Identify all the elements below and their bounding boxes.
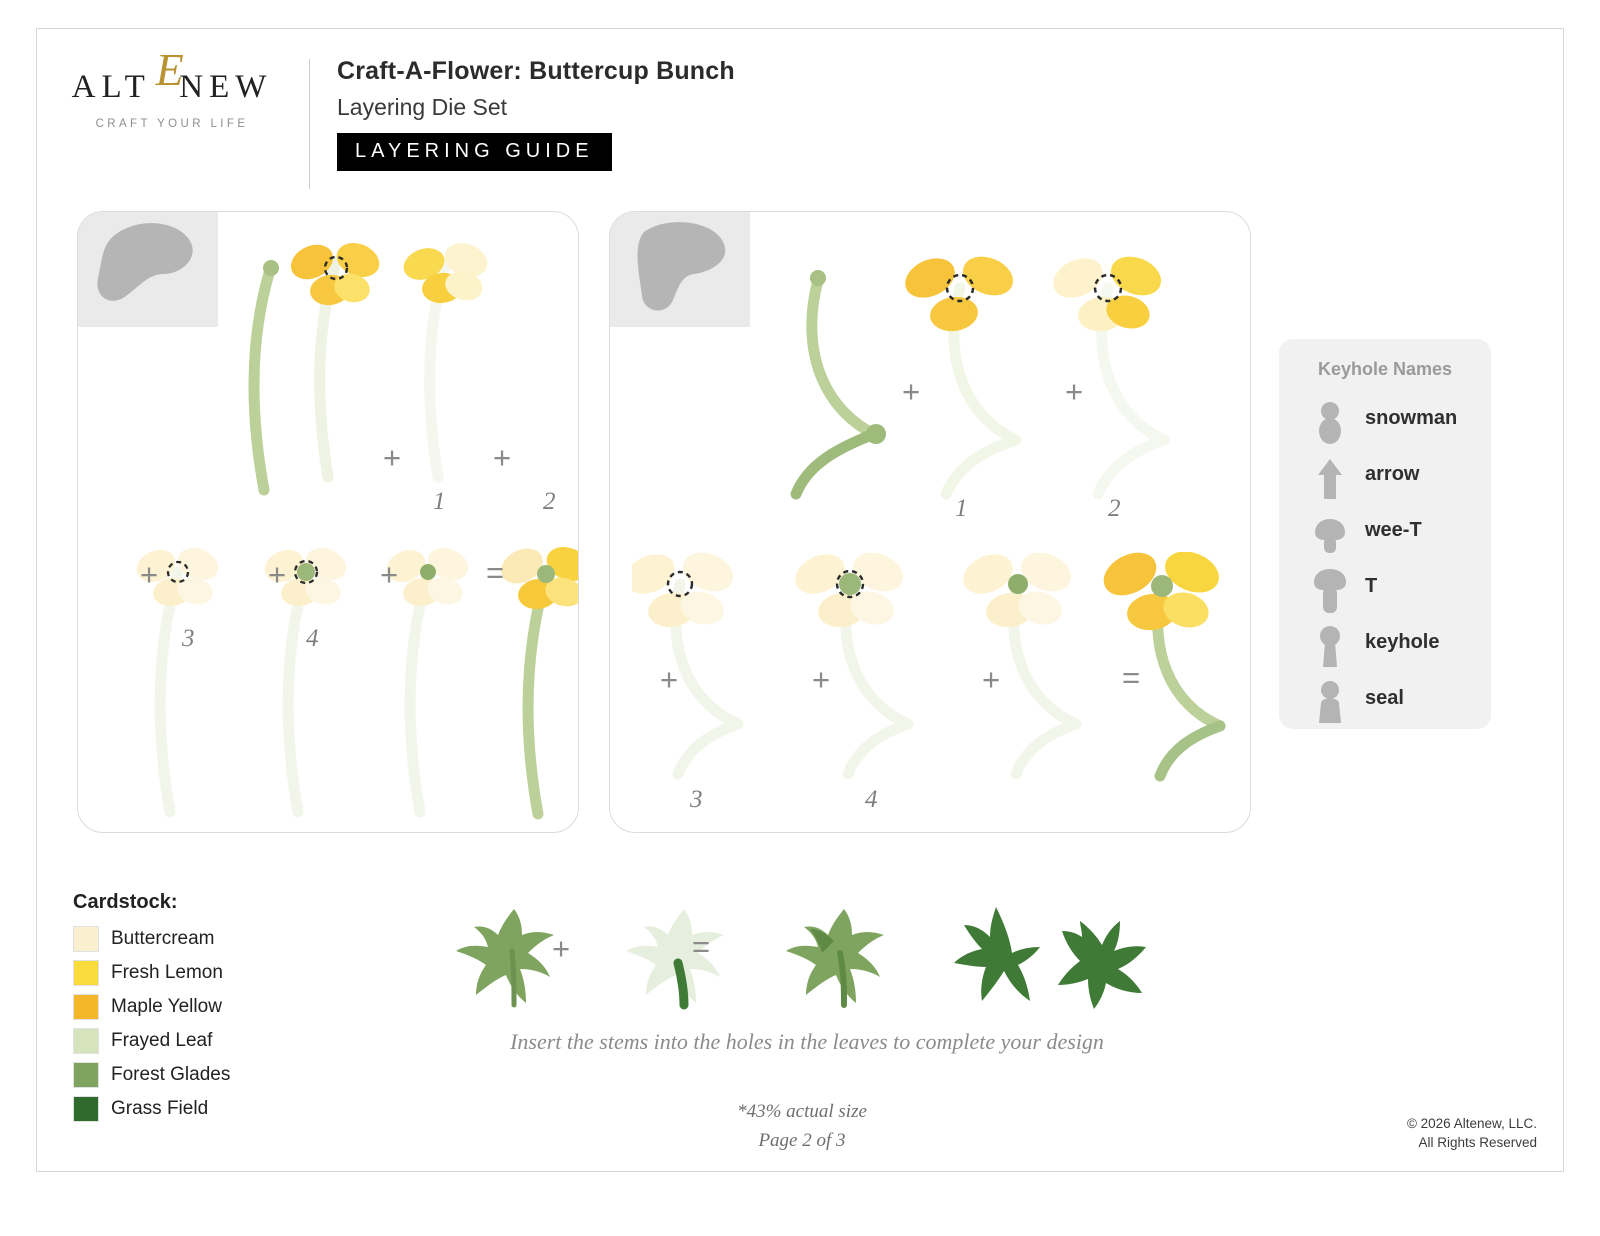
keyhole-label-keyhole: keyhole	[1365, 631, 1440, 653]
logo-tagline: CRAFT YOUR LIFE	[95, 118, 249, 130]
right-operator-4: +	[812, 662, 831, 697]
left-step-2: 2	[543, 488, 556, 515]
keyhole-row-wee-t	[1301, 509, 1481, 563]
leaf-operator-plus: +	[552, 931, 571, 966]
cardstock-swatch-buttercream	[73, 926, 99, 952]
page-number: Page 2 of 3	[758, 1130, 846, 1152]
right-operator-1: +	[902, 374, 921, 409]
cardstock-label-fresh-lemon: Fresh Lemon	[111, 962, 223, 983]
right-operator-equals: =	[1122, 660, 1141, 695]
cardstock-swatch-grass-field	[73, 1096, 99, 1122]
left-operator-2: +	[493, 440, 512, 475]
assembly-note: Insert the stems into the holes in the leaves to complete your design	[510, 1029, 1104, 1054]
cardstock-row-fresh-lemon	[73, 956, 373, 990]
cardstock-label-frayed-leaf: Frayed Leaf	[111, 1030, 213, 1051]
left-operator-5: +	[380, 557, 399, 592]
cardstock-row-grass-field	[73, 1092, 373, 1126]
copyright-line-2: All Rights Reserved	[1418, 1135, 1537, 1151]
copyright	[1407, 1115, 1537, 1153]
scale-note: *43% actual size	[737, 1101, 867, 1122]
right-operator-3: +	[660, 662, 679, 697]
wee-t-icon	[1307, 509, 1353, 561]
copyright-line-1: © 2026 Altenew, LLC.	[1406, 1116, 1537, 1132]
keyhole-legend-title: Keyhole Names	[1317, 359, 1453, 379]
right-step-3: 3	[690, 786, 703, 813]
logo-wordmark	[71, 44, 273, 106]
layering-guide-badge: LAYERING GUIDE	[337, 133, 612, 171]
snowman-icon	[1307, 397, 1353, 449]
keyhole-row-arrow	[1301, 453, 1481, 507]
right-operator-2: +	[1065, 374, 1084, 409]
cardstock-label-grass-field: Grass Field	[111, 1098, 209, 1119]
keyhole-label-wee-t: wee-T	[1365, 519, 1422, 541]
cardstock-row-frayed-leaf	[73, 1024, 373, 1058]
keyhole-icon	[1307, 621, 1353, 673]
keyhole-names-legend	[1279, 339, 1491, 729]
right-row2-art	[632, 552, 1251, 832]
guide-page	[36, 28, 1564, 1172]
cardstock-label-forest-glades: Forest Glades	[111, 1064, 231, 1085]
left-row2-art	[118, 542, 579, 832]
cardstock-swatch-frayed-leaf	[73, 1028, 99, 1054]
seal-icon	[1307, 677, 1353, 729]
title-block	[337, 57, 735, 171]
cardstock-row-buttercream	[73, 922, 373, 956]
right-step-4: 4	[865, 786, 878, 813]
cardstock-swatch-forest-glades	[73, 1062, 99, 1088]
page-subtitle: Layering Die Set	[337, 94, 508, 120]
die-shape-swatch-right	[610, 212, 750, 327]
right-step-2: 2	[1108, 495, 1121, 522]
keyhole-row-keyhole	[1301, 621, 1481, 675]
keyhole-label-t: T	[1365, 575, 1378, 597]
keyhole-label-arrow: arrow	[1365, 463, 1420, 485]
cardstock-row-forest-glades	[73, 1058, 373, 1092]
leaf-operator-equals: =	[692, 929, 711, 964]
keyhole-label-seal: seal	[1365, 687, 1404, 709]
left-step-1: 1	[433, 488, 446, 515]
cardstock-row-maple-yellow	[73, 990, 373, 1024]
left-step-3: 3	[182, 625, 195, 652]
right-operator-5: +	[982, 662, 1001, 697]
left-operator-1: +	[383, 440, 402, 475]
keyhole-row-snowman	[1301, 397, 1481, 451]
left-step-4: 4	[306, 625, 319, 652]
header-divider	[309, 59, 310, 189]
page-header	[37, 29, 1563, 179]
left-operator-3: +	[140, 557, 159, 592]
t-icon	[1307, 565, 1353, 617]
wee-t-shape-icon	[78, 212, 218, 327]
left-operator-equals: =	[486, 555, 505, 590]
cardstock-label-buttercream: Buttercream	[111, 928, 215, 949]
cardstock-swatch-fresh-lemon	[73, 960, 99, 986]
footer-meta	[567, 1097, 1037, 1156]
arrow-icon	[1307, 453, 1353, 505]
logo-word-right: NEW	[179, 69, 273, 105]
cardstock-swatch-maple-yellow	[73, 994, 99, 1020]
keyhole-row-t	[1301, 565, 1481, 619]
logo-ampersand-icon: E	[155, 44, 190, 95]
right-row1-art	[760, 248, 1240, 578]
cardstock-title: Cardstock:	[73, 891, 178, 913]
left-operator-4: +	[268, 557, 287, 592]
die-shape-swatch-left	[78, 212, 218, 327]
right-step-1: 1	[955, 495, 968, 522]
keyhole-label-snowman: snowman	[1365, 407, 1458, 429]
keyhole-row-seal	[1301, 677, 1481, 731]
leaf-assembly-art	[422, 891, 1162, 1019]
cardstock-label-maple-yellow: Maple Yellow	[111, 996, 222, 1017]
t-shape-icon	[610, 212, 750, 327]
layering-panel-right	[609, 211, 1251, 833]
page-title: Craft-A-Flower: Buttercup Bunch	[337, 57, 735, 85]
layering-panel-left	[77, 211, 579, 833]
cardstock-legend	[73, 891, 373, 1126]
logo-word-left: ALT	[71, 69, 151, 105]
altenew-logo	[57, 44, 287, 130]
